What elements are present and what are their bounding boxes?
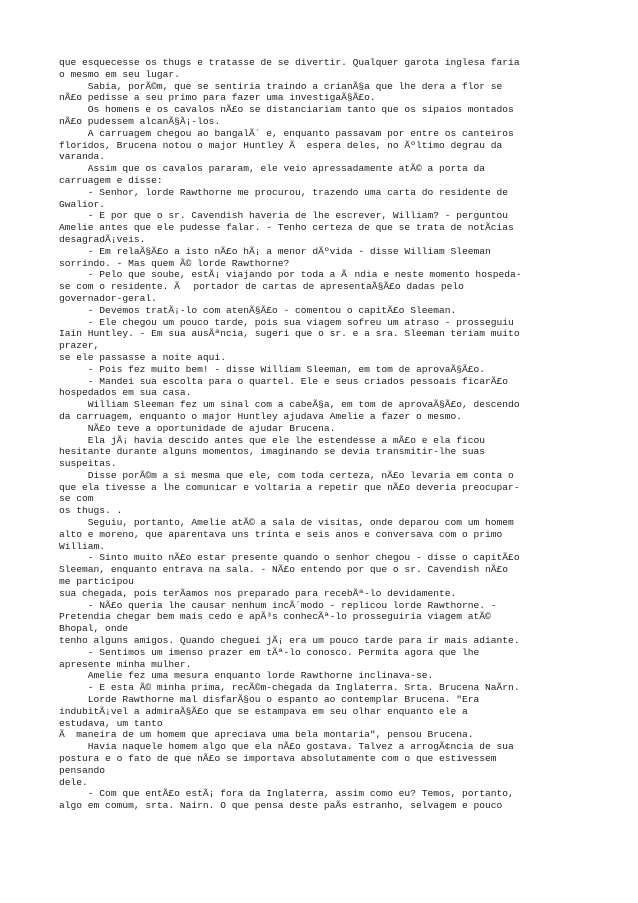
text-line: prazer, [59, 340, 100, 352]
text-line: sua chegada, pois terÃamos nos preparado para recebÃª-lo devidamente. [59, 587, 457, 599]
text-line: pensando [59, 764, 106, 776]
text-line: A carruagem chegou ao bangalÃ´ e, enquanto passavam por entre os canteiros [59, 127, 514, 139]
text-line: apresente minha mulher. [59, 658, 192, 670]
text-line: nÃ£o pedisse a seu primo para fazer uma investigaÃ§Ã£o. [59, 92, 376, 104]
text-line: dele. [59, 776, 88, 788]
text-line: - NÃ£o queria lhe causar nenhum incÃ´modo - replicou lorde Rawthorne. - [59, 599, 497, 611]
text-line: floridos, Brucena notou o major Huntley Ã espera deles, no Ãºltimo degrau da [59, 139, 503, 151]
text-line: hesitante durante alguns momentos, imaginando se devia transmitir-lhe suas [59, 446, 486, 458]
text-line: me participou [59, 576, 134, 588]
text-line: o mesmo em seu lugar. [59, 68, 180, 80]
text-line: - E por que o sr. Cavendish haveria de lhe escrever, William? - perguntou [59, 210, 509, 222]
text-line: - Em relaÃ§Ã£o a isto nÃ£o hÃ¡ a menor dÃºvida - disse William Sleeman [59, 245, 491, 257]
text-line: nÃ£o pudessem alcanÃ§Ã¡-los. [59, 115, 221, 127]
text-line: - Ele chegou um pouco tarde, pois sua viagem sofreu um atraso - prosseguiu [59, 316, 514, 328]
text-line: os thugs. . [59, 505, 123, 517]
text-line: da carruagem, enquanto o major Huntley ajudava Amelie a fazer o mesmo. [59, 410, 463, 422]
text-line: Havia naquele homem algo que ela nÃ£o gostava. Talvez a arrogÃ¢ncia de sua [59, 741, 514, 753]
text-line: - Mandei sua escolta para o quartel. Ele e seus criados pessoais ficarÃ£o [59, 375, 509, 387]
text-line: Amelie antes que ele pudesse falar. - Tenho certeza de que se trata de notÃcias [59, 222, 514, 234]
text-line: governador-geral. [59, 292, 157, 304]
text-line: que ela tivesse a lhe comunicar e voltaria a repetir que nÃ£o deveria preocupar- [59, 481, 520, 493]
text-line: - Devemos tratÃ¡-lo com atenÃ§Ã£o - comentou o capitÃ£o Sleeman. [59, 304, 457, 316]
text-line: Disse porÃ©m a si mesma que ele, com toda certeza, nÃ£o levaria em conta o [59, 469, 514, 481]
text-line: alto e moreno, que aparentava uns trinta e seis anos e conversava com o primo [59, 528, 503, 540]
text-line: tenho alguns amigos. Quando cheguei jÃ¡ era um pouco tarde para ir mais adiante. [59, 635, 520, 647]
text-line: Ã maneira de um homem que apreciava uma bela montaria", pensou Brucena. [59, 729, 474, 741]
text-line: Lorde Rawthorne mal disfarÃ§ou o espanto ao contemplar Brucena. "Era [59, 694, 480, 706]
text-line: NÃ£o teve a oportunidade de ajudar Brucena. [59, 422, 336, 434]
text-line: Pretendia chegar bem mais cedo e apÃ³s conhecÃª-lo prosseguiria viagem atÃ© [59, 611, 491, 623]
text-line: se com [59, 493, 94, 505]
text-line: Amelie fez uma mesura enquanto lorde Rawthorne inclinava-se. [59, 670, 434, 682]
text-line: se ele passasse a noite aqui. [59, 351, 226, 363]
text-line: se com o residente. Ã portador de cartas de apresentaÃ§Ã£o dadas pelo [59, 281, 464, 293]
text-line: William. [59, 540, 106, 552]
text-line: Sabia, porÃ©m, que se sentiria traindo a crianÃ§a que lhe dera a flor se [59, 80, 503, 92]
text-line: carruagem e disse: [59, 174, 163, 186]
text-line: Seguiu, portanto, Amelie atÃ© a sala de visitas, onde deparou com um homem [59, 517, 514, 529]
text-line: - Sentimos um imenso prazer em tÃª-lo conosco. Permita agora que lhe [59, 646, 480, 658]
text-line: Assim que os cavalos pararam, ele veio apressadamente atÃ© a porta da [59, 163, 486, 175]
text-line: Sleeman, enquanto entrava na sala. - NÃ£o entendo por que o sr. Cavendish nÃ£o [59, 564, 509, 576]
text-line: - E esta Ã© minha prima, recÃ©m-chegada da Inglaterra. Srta. Brucena NaÃrn. [59, 682, 520, 694]
text-line: algo em comum, srta. Nairn. O que pensa deste paÃs estranho, selvagem e pouco [59, 800, 503, 812]
text-line: estudava, um tanto [59, 717, 163, 729]
text-line: varanda. [59, 151, 106, 163]
text-line: que esquecesse os thugs e tratasse de se divertir. Qualquer garota inglesa faria [59, 57, 520, 68]
text-line: - Com que entÃ£o estÃ¡ fora da Inglaterra, assim como eu? Temos, portanto, [59, 788, 514, 800]
text-line: Gwalior. [59, 198, 106, 210]
text-line: indubitÃ¡vel a admiraÃ§Ã£o que se estampava em seu olhar enquanto ele a [59, 705, 468, 717]
text-line: - Pois fez muito bem! - disse William Sleeman, em tom de aprovaÃ§Ã£o. [59, 363, 486, 375]
text-line: Iain Huntley. - Em sua ausÃªncia, sugeri que o sr. e a sra. Sleeman teriam muito [59, 328, 520, 340]
text-line: Ela jÃ¡ havia descido antes que ele lhe estendesse a mÃ£o e ela ficou [59, 434, 486, 446]
text-line: suspeitas. [59, 458, 117, 470]
text-line: hospedados em sua casa. [59, 387, 192, 399]
text-line: postura e o fato de que nÃ£o se importava absolutamente com o que estivessem [59, 753, 497, 765]
text-line: William Sleeman fez um sinal com a cabeÃ§a, em tom de aprovaÃ§Ã£o, descendo [59, 399, 520, 411]
text-line: sorrindo. - Mas quem Ã© lorde Rawthorne? [59, 257, 290, 269]
text-line: - Sinto muito nÃ£o estar presente quando o senhor chegou - disse o capitÃ£o [59, 552, 520, 564]
document-page [59, 57, 579, 812]
text-line: Os homens e os cavalos nÃ£o se distanciariam tanto que os sipaios montados [59, 104, 514, 116]
text-line: - Pelo que soube, estÃ¡ viajando por toda a Ãndia e neste momento hospeda- [59, 269, 522, 281]
text-line: - Senhor, lorde Rawthorne me procurou, trazendo uma carta do residente de [59, 186, 509, 198]
text-line: Bhopal, onde [59, 623, 129, 635]
text-line: desagradÃ¡veis. [59, 233, 146, 245]
